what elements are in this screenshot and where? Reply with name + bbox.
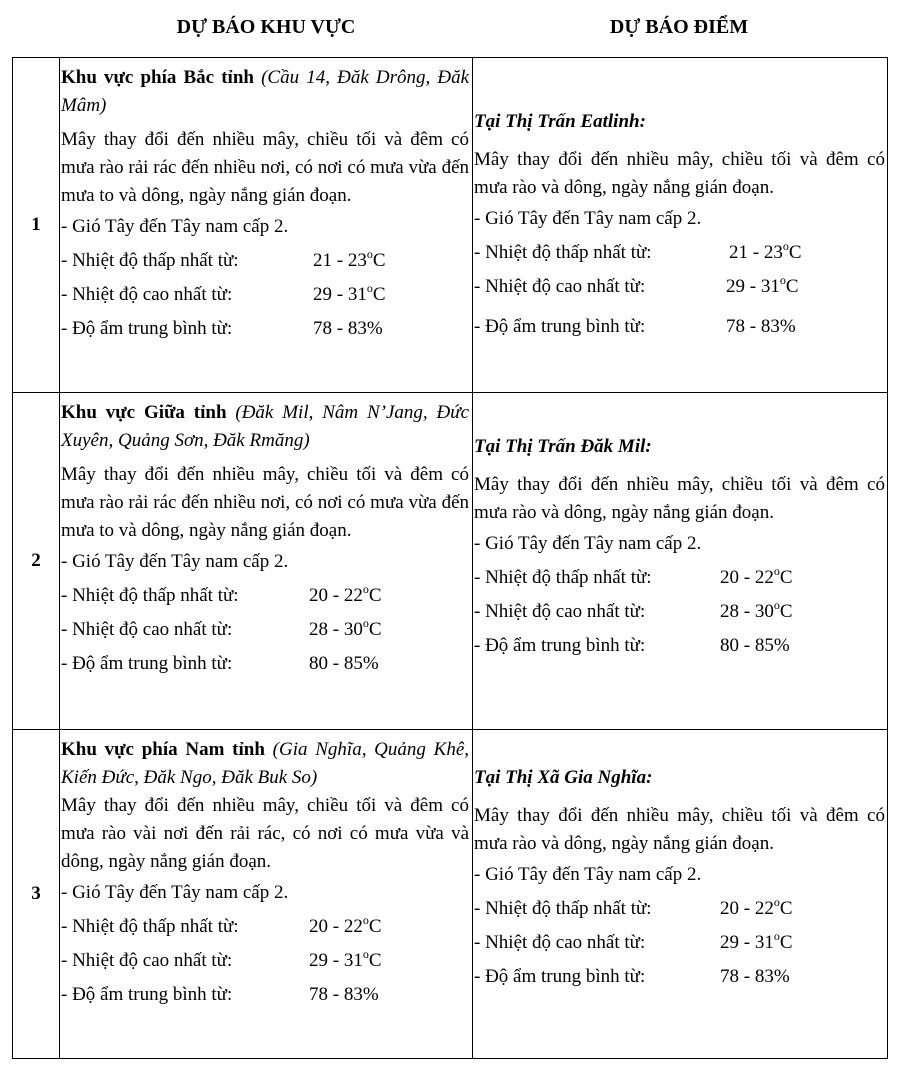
area-forecast-cell — [60, 58, 473, 393]
row-number: 3 — [13, 730, 60, 1059]
row-number: 2 — [13, 393, 60, 730]
humidity-line: - Độ ẩm trung bình từ: 78 - 83% — [474, 966, 790, 987]
min-temp-line: - Nhiệt độ thấp nhất từ: 21 - 23$^o$C — [61, 247, 386, 271]
max-temp-line: - Nhiệt độ cao nhất từ: 29 - 31$^o$C — [474, 273, 799, 297]
max-temp-line: - Nhiệt độ cao nhất từ: 28 - 30$^o$C — [474, 598, 793, 622]
max-temp-line: - Nhiệt độ cao nhất từ: 29 - 31$^o$C — [61, 281, 386, 305]
row-number: 1 — [13, 58, 60, 393]
wind-line: - Gió Tây đến Tây nam cấp 2. — [474, 864, 702, 885]
point-title: Tại Thị Xã Gia Nghĩa: — [474, 767, 653, 788]
humidity-line: - Độ ẩm trung bình từ: 80 - 85% — [474, 635, 790, 656]
area-title-places: (Gia Nghĩa, Quảng Khê, Kiến Đức, Đăk Ngo, Đăk Buk So) — [61, 739, 470, 788]
point-forecast-cell — [473, 393, 888, 730]
min-temp-line: - Nhiệt độ thấp nhất từ: 21 - 23$^o$C — [474, 239, 802, 263]
humidity-line: - Độ ẩm trung bình từ: 78 - 83% — [61, 318, 383, 339]
humidity-line: - Độ ẩm trung bình từ: 80 - 85% — [61, 653, 379, 674]
wind-line: - Gió Tây đến Tây nam cấp 2. — [61, 882, 289, 903]
area-title-region: Khu vực Giữa tỉnh — [61, 402, 227, 423]
min-temp-line: - Nhiệt độ thấp nhất từ: 20 - 22$^o$C — [61, 913, 382, 937]
humidity-line: - Độ ẩm trung bình từ: 78 - 83% — [61, 984, 379, 1005]
area-title — [61, 736, 469, 792]
humidity-line: - Độ ẩm trung bình từ: 78 - 83% — [474, 316, 796, 337]
point-description: Mây thay đổi đến nhiều mây, chiều tối và đêm có mưa rào và dông, ngày nắng gián đoạn. — [474, 805, 885, 854]
area-description: Mây thay đổi đến nhiều mây, chiều tối và đêm có mưa rào vài nơi đến rải rác, có nơi có mưa vừa và dông, ngày nắng gián đoạn. — [61, 795, 469, 872]
max-temp-line: - Nhiệt độ cao nhất từ: 29 - 31$^o$C — [61, 947, 382, 971]
max-temp-line: - Nhiệt độ cao nhất từ: 29 - 31$^o$C — [474, 929, 793, 953]
area-title-places: (Cầu 14, Đăk Drông, Đăk Mâm) — [61, 67, 469, 116]
forecast-row-3 — [13, 730, 888, 1059]
point-title: Tại Thị Trấn Đăk Mil: — [474, 436, 652, 457]
area-title-region: Khu vực phía Nam tỉnh — [61, 739, 265, 760]
wind-line: - Gió Tây đến Tây nam cấp 2. — [474, 208, 702, 229]
point-title: Tại Thị Trấn Eatlinh: — [474, 111, 646, 132]
min-temp-line: - Nhiệt độ thấp nhất từ: 20 - 22$^o$C — [474, 564, 793, 588]
wind-line: - Gió Tây đến Tây nam cấp 2. — [61, 216, 289, 237]
min-temp-line: - Nhiệt độ thấp nhất từ: 20 - 22$^o$C — [61, 582, 382, 606]
point-description: Mây thay đổi đến nhiều mây, chiều tối và đêm có mưa rào và dông, ngày nắng gián đoạn. — [474, 474, 885, 523]
area-description: Mây thay đổi đến nhiều mây, chiều tối và đêm có mưa rào rải rác đến nhiều nơi, có nơi có mưa vừa đến mưa to và dông, ngày nắng gián đoạn. — [61, 464, 469, 541]
header-area-forecast: DỰ BÁO KHU VỰC — [176, 16, 356, 38]
forecast-table — [12, 57, 888, 1059]
wind-line: - Gió Tây đến Tây nam cấp 2. — [61, 551, 289, 572]
point-description: Mây thay đổi đến nhiều mây, chiều tối và đêm có mưa rào và dông, ngày nắng gián đoạn. — [474, 149, 885, 198]
point-forecast-cell — [473, 730, 888, 1059]
point-forecast-cell — [473, 58, 888, 393]
max-temp-line: - Nhiệt độ cao nhất từ: 28 - 30$^o$C — [61, 616, 382, 640]
area-title-places: (Đăk Mil, Nâm N’Jang, Đức Xuyên, Quảng Sơn, Đăk Rmăng) — [61, 402, 469, 451]
area-forecast-cell — [60, 393, 473, 730]
forecast-row-1 — [13, 58, 888, 393]
header-point-forecast: DỰ BÁO ĐIỂM — [609, 16, 749, 38]
wind-line: - Gió Tây đến Tây nam cấp 2. — [474, 533, 702, 554]
area-description: Mây thay đổi đến nhiều mây, chiều tối và đêm có mưa rào rải rác đến nhiều nơi, có nơi có mưa vừa đến mưa to và dông, ngày nắng gián đoạn. — [61, 129, 469, 206]
forecast-row-2 — [13, 393, 888, 730]
area-forecast-cell — [60, 730, 473, 1059]
area-title — [61, 64, 469, 120]
area-title — [61, 399, 469, 455]
min-temp-line: - Nhiệt độ thấp nhất từ: 20 - 22$^o$C — [474, 895, 793, 919]
area-title-region: Khu vực phía Bắc tỉnh — [61, 67, 254, 88]
